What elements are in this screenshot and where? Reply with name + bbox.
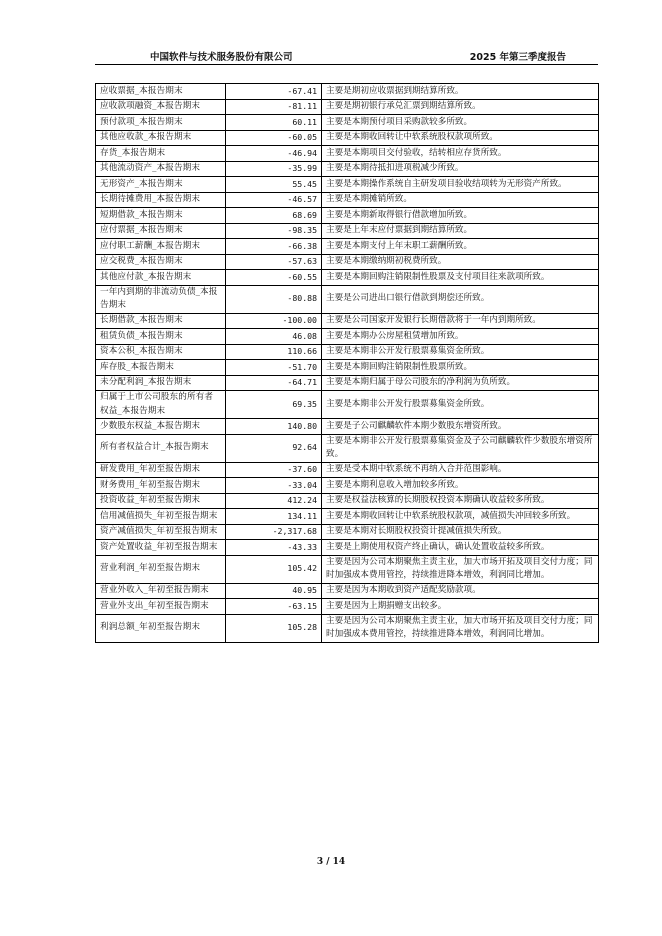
change-ratio-cell: -51.70: [226, 360, 322, 376]
table-row: [96, 146, 599, 162]
reason-cell: 主要是本期非公开发行股票募集资金及子公司麒麟软件少数股东增资所致。: [322, 434, 599, 462]
change-ratio-cell: -43.33: [226, 540, 322, 556]
reason-cell: 主要是上年末应付票据到期结算所致。: [322, 223, 599, 239]
change-ratio-cell: -64.71: [226, 375, 322, 391]
reason-cell: 主要是本期操作系统自主研发项目验收结项转为无形资产所致。: [322, 177, 599, 193]
change-ratio-cell: -80.88: [226, 285, 322, 313]
table-row: [96, 540, 599, 556]
table-row: [96, 130, 599, 146]
item-name-cell: 租赁负债_本报告期末: [96, 329, 226, 345]
change-ratio-cell: -60.55: [226, 270, 322, 286]
change-ratio-cell: -33.04: [226, 478, 322, 494]
table-row: [96, 599, 599, 615]
reason-cell: 主要是本期待抵扣进项税减少所致。: [322, 161, 599, 177]
item-name-cell: 应交税费_本报告期末: [96, 254, 226, 270]
reason-cell: 主要是本期对长期股权投资计提减值损失所致。: [322, 524, 599, 540]
item-name-cell: 应付票据_本报告期末: [96, 223, 226, 239]
change-ratio-cell: -63.15: [226, 599, 322, 615]
table-row: [96, 419, 599, 435]
item-name-cell: 投资收益_年初至报告期末: [96, 493, 226, 509]
table-row: [96, 555, 599, 583]
table-row: [96, 254, 599, 270]
change-ratio-cell: -46.57: [226, 192, 322, 208]
reason-cell: 主要是因为公司本期聚焦主责主业，加大市场开拓及项目交付力度；同时加强成本费用管控，持续推进降本增效，利润同比增加。: [322, 555, 599, 583]
item-name-cell: 资本公积_本报告期末: [96, 344, 226, 360]
reason-cell: 主要是本期收回转让中软系统股权款项，减值损失冲回较多所致。: [322, 509, 599, 525]
item-name-cell: 所有者权益合计_本报告期末: [96, 434, 226, 462]
reason-cell: 主要是期初银行承兑汇票到期结算所致。: [322, 99, 599, 115]
reason-cell: 主要是受本期中软系统不再纳入合并范围影响。: [322, 462, 599, 478]
reason-cell: 主要是本期回购注销限制性股票及支付项目往来款项所致。: [322, 270, 599, 286]
change-ratio-cell: 105.42: [226, 555, 322, 583]
reason-cell: 主要是公司国家开发银行长期借款将于一年内到期所致。: [322, 313, 599, 329]
table-row: [96, 223, 599, 239]
item-name-cell: 营业外收入_年初至报告期末: [96, 583, 226, 599]
item-name-cell: 预付款项_本报告期末: [96, 115, 226, 131]
change-ratio-cell: -57.63: [226, 254, 322, 270]
item-name-cell: 财务费用_年初至报告期末: [96, 478, 226, 494]
change-ratio-cell: -46.94: [226, 146, 322, 162]
change-ratio-cell: -2,317.68: [226, 524, 322, 540]
reason-cell: 主要是本期利息收入增加较多所致。: [322, 478, 599, 494]
page-number: 3 / 14: [316, 857, 346, 867]
reason-cell: 主要是权益法核算的长期股权投资本期确认收益较多所致。: [322, 493, 599, 509]
item-name-cell: 应收款项融资_本报告期末: [96, 99, 226, 115]
change-ratio-cell: 55.45: [226, 177, 322, 193]
table-row: [96, 493, 599, 509]
reason-cell: 主要是本期非公开发行股票募集资金所致。: [322, 344, 599, 360]
table-row: [96, 239, 599, 255]
reason-cell: 主要是本期项目交付验收，结转相应存货所致。: [322, 146, 599, 162]
change-ratio-cell: 69.35: [226, 391, 322, 419]
item-name-cell: 一年内到期的非流动负债_本报告期末: [96, 285, 226, 313]
change-analysis-table: [95, 83, 599, 643]
change-ratio-cell: 40.95: [226, 583, 322, 599]
table-row: [96, 99, 599, 115]
reason-cell: 主要是本期缴纳期初税费所致。: [322, 254, 599, 270]
reason-cell: 主要是因为公司本期聚焦主责主业，加大市场开拓及项目交付力度；同时加强成本费用管控，持续推进降本增效，利润同比增加。: [322, 614, 599, 642]
table-row: [96, 313, 599, 329]
item-name-cell: 利润总额_年初至报告期末: [96, 614, 226, 642]
change-ratio-cell: -98.35: [226, 223, 322, 239]
item-name-cell: 长期待摊费用_本报告期末: [96, 192, 226, 208]
change-ratio-cell: 68.69: [226, 208, 322, 224]
item-name-cell: 其他流动资产_本报告期末: [96, 161, 226, 177]
table-row: [96, 177, 599, 193]
change-ratio-cell: 105.28: [226, 614, 322, 642]
item-name-cell: 营业利润_年初至报告期末: [96, 555, 226, 583]
item-name-cell: 存货_本报告期末: [96, 146, 226, 162]
reason-cell: 主要是本期新取得银行借款增加所致。: [322, 208, 599, 224]
change-ratio-cell: -35.99: [226, 161, 322, 177]
table-row: [96, 115, 599, 131]
page-header: [95, 49, 598, 63]
reason-cell: 主要是本期摊销所致。: [322, 192, 599, 208]
change-ratio-cell: 134.11: [226, 509, 322, 525]
item-name-cell: 研发费用_年初至报告期末: [96, 462, 226, 478]
change-ratio-cell: -37.60: [226, 462, 322, 478]
reason-cell: 主要是公司进出口银行借款到期偿还所致。: [322, 285, 599, 313]
table-row: [96, 208, 599, 224]
reason-cell: 主要是本期归属于母公司股东的净利润为负所致。: [322, 375, 599, 391]
table-row: [96, 375, 599, 391]
change-ratio-cell: -100.00: [226, 313, 322, 329]
item-name-cell: 信用减值损失_年初至报告期末: [96, 509, 226, 525]
change-ratio-cell: -81.11: [226, 99, 322, 115]
table-row: [96, 161, 599, 177]
table-row: [96, 434, 599, 462]
reason-cell: 主要是上期使用权资产终止确认，确认处置收益较多所致。: [322, 540, 599, 556]
item-name-cell: 少数股东权益_本报告期末: [96, 419, 226, 435]
company-name: 中国软件与技术服务股份有限公司: [150, 52, 293, 63]
reason-cell: 主要是本期回购注销限制性股票所致。: [322, 360, 599, 376]
item-name-cell: 营业外支出_年初至报告期末: [96, 599, 226, 615]
table-row: [96, 509, 599, 525]
table-row: [96, 84, 599, 100]
item-name-cell: 应付职工薪酬_本报告期末: [96, 239, 226, 255]
table-row: [96, 478, 599, 494]
change-ratio-cell: 110.66: [226, 344, 322, 360]
reason-cell: 主要是因为上期捐赠支出较多。: [322, 599, 599, 615]
reason-cell: 主要是本期支付上年末职工薪酬所致。: [322, 239, 599, 255]
item-name-cell: 资产减值损失_年初至报告期末: [96, 524, 226, 540]
item-name-cell: 库存股_本报告期末: [96, 360, 226, 376]
reason-cell: 主要是期初应收票据到期结算所致。: [322, 84, 599, 100]
reason-cell: 主要是本期收回转让中软系统股权款项所致。: [322, 130, 599, 146]
table-row: [96, 462, 599, 478]
table-row: [96, 329, 599, 345]
table-row: [96, 360, 599, 376]
item-name-cell: 未分配利润_本报告期末: [96, 375, 226, 391]
change-ratio-cell: 92.64: [226, 434, 322, 462]
item-name-cell: 长期借款_本报告期末: [96, 313, 226, 329]
table-row: [96, 391, 599, 419]
change-ratio-cell: 46.08: [226, 329, 322, 345]
table-row: [96, 285, 599, 313]
table-row: [96, 583, 599, 599]
item-name-cell: 其他应付款_本报告期末: [96, 270, 226, 286]
change-ratio-cell: -60.05: [226, 130, 322, 146]
report-title: 2025 年第三季度报告: [469, 52, 566, 63]
item-name-cell: 其他应收款_本报告期末: [96, 130, 226, 146]
reason-cell: 主要是本期非公开发行股票募集资金所致。: [322, 391, 599, 419]
item-name-cell: 无形资产_本报告期末: [96, 177, 226, 193]
table-row: [96, 192, 599, 208]
table-row: [96, 524, 599, 540]
table-row: [96, 270, 599, 286]
item-name-cell: 归属于上市公司股东的所有者权益_本报告期末: [96, 391, 226, 419]
change-ratio-cell: 60.11: [226, 115, 322, 131]
change-ratio-cell: 140.80: [226, 419, 322, 435]
reason-cell: 主要是因为本期收到资产适配奖励款项。: [322, 583, 599, 599]
reason-cell: 主要是子公司麒麟软件本期少数股东增资所致。: [322, 419, 599, 435]
table-row: [96, 614, 599, 642]
reason-cell: 主要是本期预付项目采购款较多所致。: [322, 115, 599, 131]
change-ratio-cell: 412.24: [226, 493, 322, 509]
change-ratio-cell: -67.41: [226, 84, 322, 100]
item-name-cell: 应收票据_本报告期末: [96, 84, 226, 100]
item-name-cell: 资产处置收益_年初至报告期末: [96, 540, 226, 556]
item-name-cell: 短期借款_本报告期末: [96, 208, 226, 224]
change-ratio-cell: -66.38: [226, 239, 322, 255]
table-row: [96, 344, 599, 360]
header-divider: [95, 64, 598, 65]
reason-cell: 主要是本期办公房屋租赁增加所致。: [322, 329, 599, 345]
